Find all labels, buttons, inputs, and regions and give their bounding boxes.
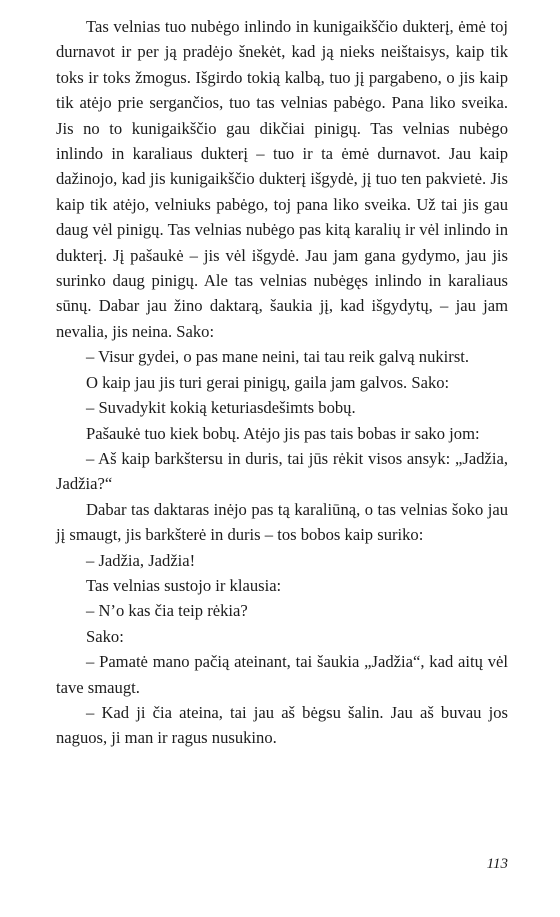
paragraph: Dabar tas daktaras inėjo pas tą karaliūną, o tas velnias šoko jau jį smaugt, jis barkšterė in duris – tos bobos kaip suriko: <box>56 499 508 545</box>
paragraph: – Suvadykit kokią keturiasdešimts bobų. <box>86 398 356 418</box>
paragraph: Sako: <box>86 626 124 646</box>
paragraph: O kaip jau jis turi gerai pinigų, gaila jam galvos. Sako: <box>86 372 450 392</box>
paragraph: Tas velnias tuo nubėgo inlindo in kunigaikščio dukterį, ėmė toj durnavot ir per ją pradėjo šnekėt, kad ją nieks neištaisys, kaip tik toks ir toks žmogus. Išgirdo tokią kalbą, tuo jį pargabeno, o jis kaip tik atėjo prie sergančios, tuo tas velnias pabėgo. Pana liko sveika. Jis no to kunigaikščio gau dikčiai pinigų. Tas velnias nubėgo inlindo in karaliaus dukterį – tuo ir ta ėmė durnavot. Jau kaip dažinojo, kad jis kunigaikščio dukterį išgydė, jį tuo ten pakvietė. Jis kaip tik atėjo, velniuks pabėgo, toj pana liko sveika. Už tai jis gau daug vėl pinigų. Tas velnias nubėgo pas kitą karalių ir vėl inlindo in dukterį. Jį pašaukė – jis vėl išgydė. Jau jam gana gydymo, jau jis surinko daug pinigų. Ale tas velnias nubėgęs inlindo in karaliaus sūnų. Dabar jau žino daktarą, šaukia jį, kad išgydytų, – jau jam nevalia, jis neina. Sako: <box>56 17 508 341</box>
paragraph: – Visur gydei, o pas mane neini, tai tau reik galvą nukirst. <box>86 347 470 367</box>
page-number: 113 <box>486 856 508 872</box>
paragraph: Pašaukė tuo kiek bobų. Atėjo jis pas tais bobas ir sako jom: <box>86 423 480 443</box>
paragraph: – Kad ji čia ateina, tai jau aš bėgsu šalin. Jau aš buvau jos naguos, ji man ir ragus nusukino. <box>56 702 508 748</box>
paragraph: – Jadžia, Jadžia! <box>86 550 196 570</box>
page-text <box>56 14 508 751</box>
paragraph: Tas velnias sustojo ir klausia: <box>86 575 282 595</box>
paragraph: – Aš kaip barkštersu in duris, tai jūs rėkit visos ansyk: „Jadžia, Jadžia?“ <box>56 448 508 494</box>
paragraph: – N’o kas čia teip rėkia? <box>86 601 248 621</box>
paragraph: – Pamatė mano pačią ateinant, tai šaukia „Jadžia“, kad aitų vėl tave smaugt. <box>56 652 508 697</box>
